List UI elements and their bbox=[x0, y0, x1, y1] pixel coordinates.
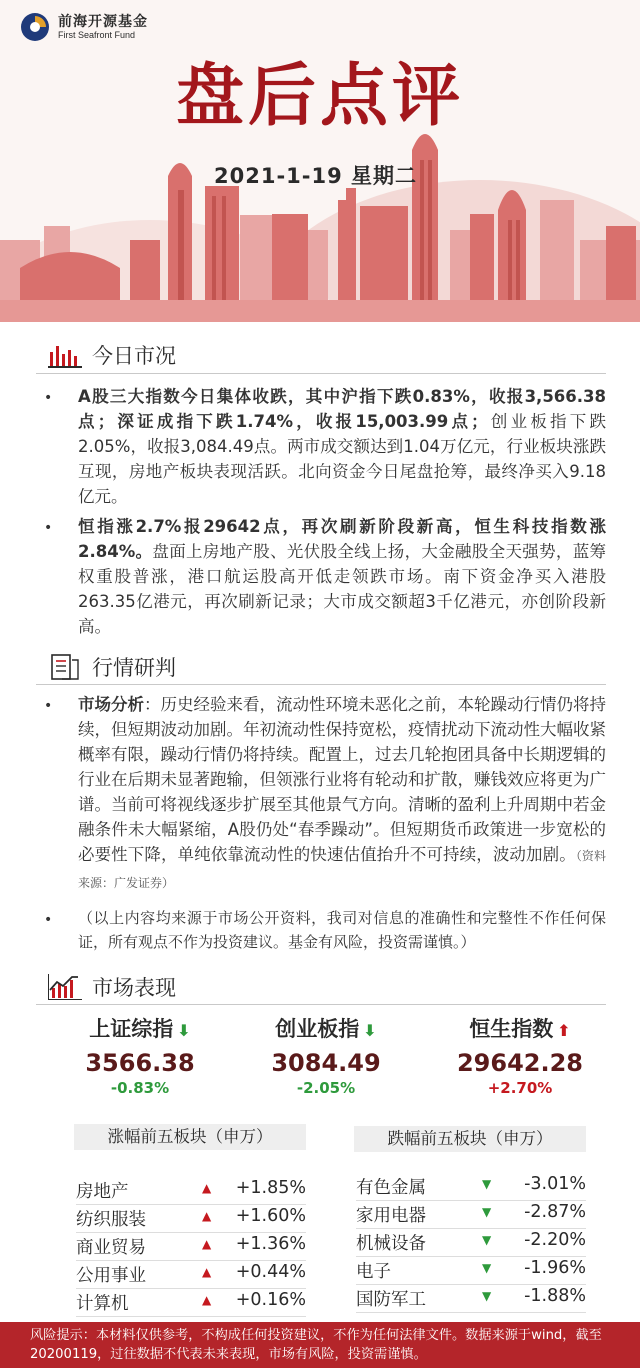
brand-name-en: First Seafront Fund bbox=[58, 29, 136, 40]
para-bold: A股三大指数今日集体收跌，其中沪指下跌0.83%，收报3,566.38点；深证成指下跌1.74%，收报15,003.99点； bbox=[78, 387, 606, 431]
index-value: 3566.38 bbox=[85, 1049, 195, 1077]
para-bold: 恒指涨2.7%报29642点，再次刷新阶段新高，恒生科技指数涨2.84%。 bbox=[78, 517, 606, 561]
bullet-icon: • bbox=[44, 390, 53, 406]
table-row bbox=[76, 1234, 306, 1261]
section-analysis-header bbox=[48, 652, 176, 682]
section-title: 市场表现 bbox=[92, 976, 176, 1000]
sector-name: 电子 bbox=[356, 1262, 391, 1282]
divider bbox=[36, 684, 606, 685]
brand-logo bbox=[20, 12, 148, 42]
sector-name: 纺织服装 bbox=[76, 1210, 146, 1230]
triangle-down-icon: ▼ bbox=[482, 1205, 492, 1219]
triangle-down-icon: ▼ bbox=[482, 1289, 492, 1303]
bullet-icon: • bbox=[44, 698, 53, 714]
document-icon bbox=[48, 654, 84, 680]
sector-name: 公用事业 bbox=[76, 1266, 146, 1286]
table-row bbox=[356, 1230, 586, 1257]
sector-change: -2.20% bbox=[524, 1230, 586, 1250]
bullet-icon: • bbox=[44, 912, 53, 928]
sector-change: -1.96% bbox=[524, 1258, 586, 1278]
table-row bbox=[76, 1178, 306, 1205]
report-date: 2021-1-19 星期二 bbox=[214, 164, 418, 188]
section-title: 行情研判 bbox=[92, 656, 176, 680]
index-card-sse bbox=[70, 1013, 210, 1097]
triangle-up-icon: ▲ bbox=[202, 1181, 212, 1195]
table-row bbox=[76, 1206, 306, 1233]
para-text: 盘面上房地产股、光伏股全线上扬，大金融股全天强势，蓝筹权重股普涨，港口航运股高开低走领跌市场。南下资金净买入港股263.35亿港元，再次刷新记录；大市成交额超3千亿港元，亦创阶段新高。 bbox=[78, 542, 606, 636]
section-market-today-header bbox=[48, 340, 176, 370]
bullet-icon: • bbox=[44, 520, 53, 536]
triangle-down-icon: ▼ bbox=[482, 1261, 492, 1275]
table-row bbox=[356, 1258, 586, 1285]
arrow-up-icon: ⬆ bbox=[557, 1021, 571, 1040]
table-row bbox=[76, 1262, 306, 1289]
table-row bbox=[356, 1174, 586, 1201]
index-name: 创业板指 bbox=[275, 1017, 360, 1041]
index-name-wrap bbox=[256, 1013, 396, 1043]
sector-name: 房地产 bbox=[76, 1182, 129, 1202]
sector-change: -3.01% bbox=[524, 1174, 586, 1194]
index-card-chinext bbox=[256, 1013, 396, 1097]
triangle-up-icon: ▲ bbox=[202, 1293, 212, 1307]
losers-table-title: 跌幅前五板块（申万） bbox=[354, 1126, 586, 1152]
arrow-down-icon: ⬇ bbox=[177, 1021, 191, 1040]
index-change: -0.83% bbox=[110, 1079, 170, 1097]
sector-change: +1.36% bbox=[235, 1234, 306, 1254]
section-performance-header bbox=[48, 972, 176, 1002]
arrow-down-icon: ⬇ bbox=[363, 1021, 377, 1040]
triangle-down-icon: ▼ bbox=[482, 1177, 492, 1191]
section-title: 今日市况 bbox=[92, 344, 176, 368]
brand-name-cn: 前海开源基金 bbox=[58, 13, 148, 30]
source-note: （资料来源：广发证券） bbox=[78, 849, 606, 890]
para-text: ：历史经验来看，流动性环境未恶化之前，本轮躁动行情仍将持续，但短期波动加剧。年初流动性保持宽松，疫情扰动下流动性大幅收紧概率有限，躁动行情仍将持续。配置上，过去几轮抱团具备中长期逻辑的行业在后期未显著跑输，但领涨行业将有轮动和扩散，赚钱效应将更为广谱。当前可将视线逐步扩展至其他景气方向。清晰的盈利上升周期中若金融条件未大幅紧缩，A股仍处“春季躁动”。但短期货币政策进一步宽松的必要性下降，单纯依靠流动性的快速估值抬升不可持续，波动加剧。 bbox=[78, 695, 606, 864]
sector-name: 国防军工 bbox=[356, 1290, 426, 1310]
sector-change: +0.16% bbox=[235, 1290, 306, 1310]
divider bbox=[36, 373, 606, 374]
sector-name: 机械设备 bbox=[356, 1234, 426, 1254]
index-value: 29642.28 bbox=[456, 1049, 583, 1077]
sector-name: 商业贸易 bbox=[76, 1238, 146, 1258]
table-row bbox=[76, 1290, 306, 1317]
analysis-paragraph bbox=[78, 692, 606, 896]
market-a-share-paragraph bbox=[78, 384, 606, 509]
sector-change: +0.44% bbox=[235, 1262, 306, 1282]
market-hk-paragraph bbox=[78, 514, 606, 639]
index-name-wrap bbox=[70, 1013, 210, 1043]
index-change: -2.05% bbox=[296, 1079, 356, 1097]
index-value: 3084.49 bbox=[271, 1049, 381, 1077]
triangle-up-icon: ▲ bbox=[202, 1265, 212, 1279]
index-change: +2.70% bbox=[487, 1079, 553, 1097]
brand-logo-icon bbox=[20, 12, 50, 42]
bar-chart-icon bbox=[48, 342, 84, 368]
risk-disclaimer-footer: 风险提示：本材料仅供参考，不构成任何投资建议，不作为任何法律文件。数据来源于wind，截至20200119，过往数据不代表未来表现，市场有风险，投资需谨慎。 bbox=[0, 1322, 640, 1368]
gainers-table-title: 涨幅前五板块（申万） bbox=[74, 1124, 306, 1150]
triangle-down-icon: ▼ bbox=[482, 1233, 492, 1247]
index-name: 上证综指 bbox=[89, 1017, 174, 1041]
para-text: 创业板指下跌2.05%，收报3,084.49点。两市成交额达到1.04万亿元，行业板块涨跌互现，房地产板块表现活跃。北向资金今日尾盘抢筹，最终净买入9.18亿元。 bbox=[78, 412, 606, 506]
sector-change: -1.88% bbox=[524, 1286, 586, 1306]
page-title: 盘后点评 bbox=[175, 56, 464, 136]
index-name: 恒生指数 bbox=[469, 1017, 554, 1041]
hero-banner bbox=[0, 0, 640, 322]
index-card-hsi bbox=[440, 1013, 600, 1097]
sector-name: 家用电器 bbox=[356, 1206, 426, 1226]
triangle-up-icon: ▲ bbox=[202, 1237, 212, 1251]
table-row bbox=[356, 1286, 586, 1313]
sector-change: +1.85% bbox=[235, 1178, 306, 1198]
sector-change: +1.60% bbox=[235, 1206, 306, 1226]
sector-name: 有色金属 bbox=[356, 1178, 426, 1198]
divider bbox=[36, 1004, 606, 1005]
sector-change: -2.87% bbox=[524, 1202, 586, 1222]
index-name-wrap bbox=[440, 1013, 600, 1043]
trend-chart-icon bbox=[48, 974, 84, 1000]
disclaimer-paragraph: （以上内容均来源于市场公开资料，我司对信息的准确性和完整性不作任何保证，所有观点不作为投资建议。基金有风险，投资需谨慎。） bbox=[78, 909, 606, 951]
para-bold: 市场分析 bbox=[78, 695, 144, 714]
table-row bbox=[356, 1202, 586, 1229]
sector-name: 计算机 bbox=[76, 1294, 129, 1314]
triangle-up-icon: ▲ bbox=[202, 1209, 212, 1223]
